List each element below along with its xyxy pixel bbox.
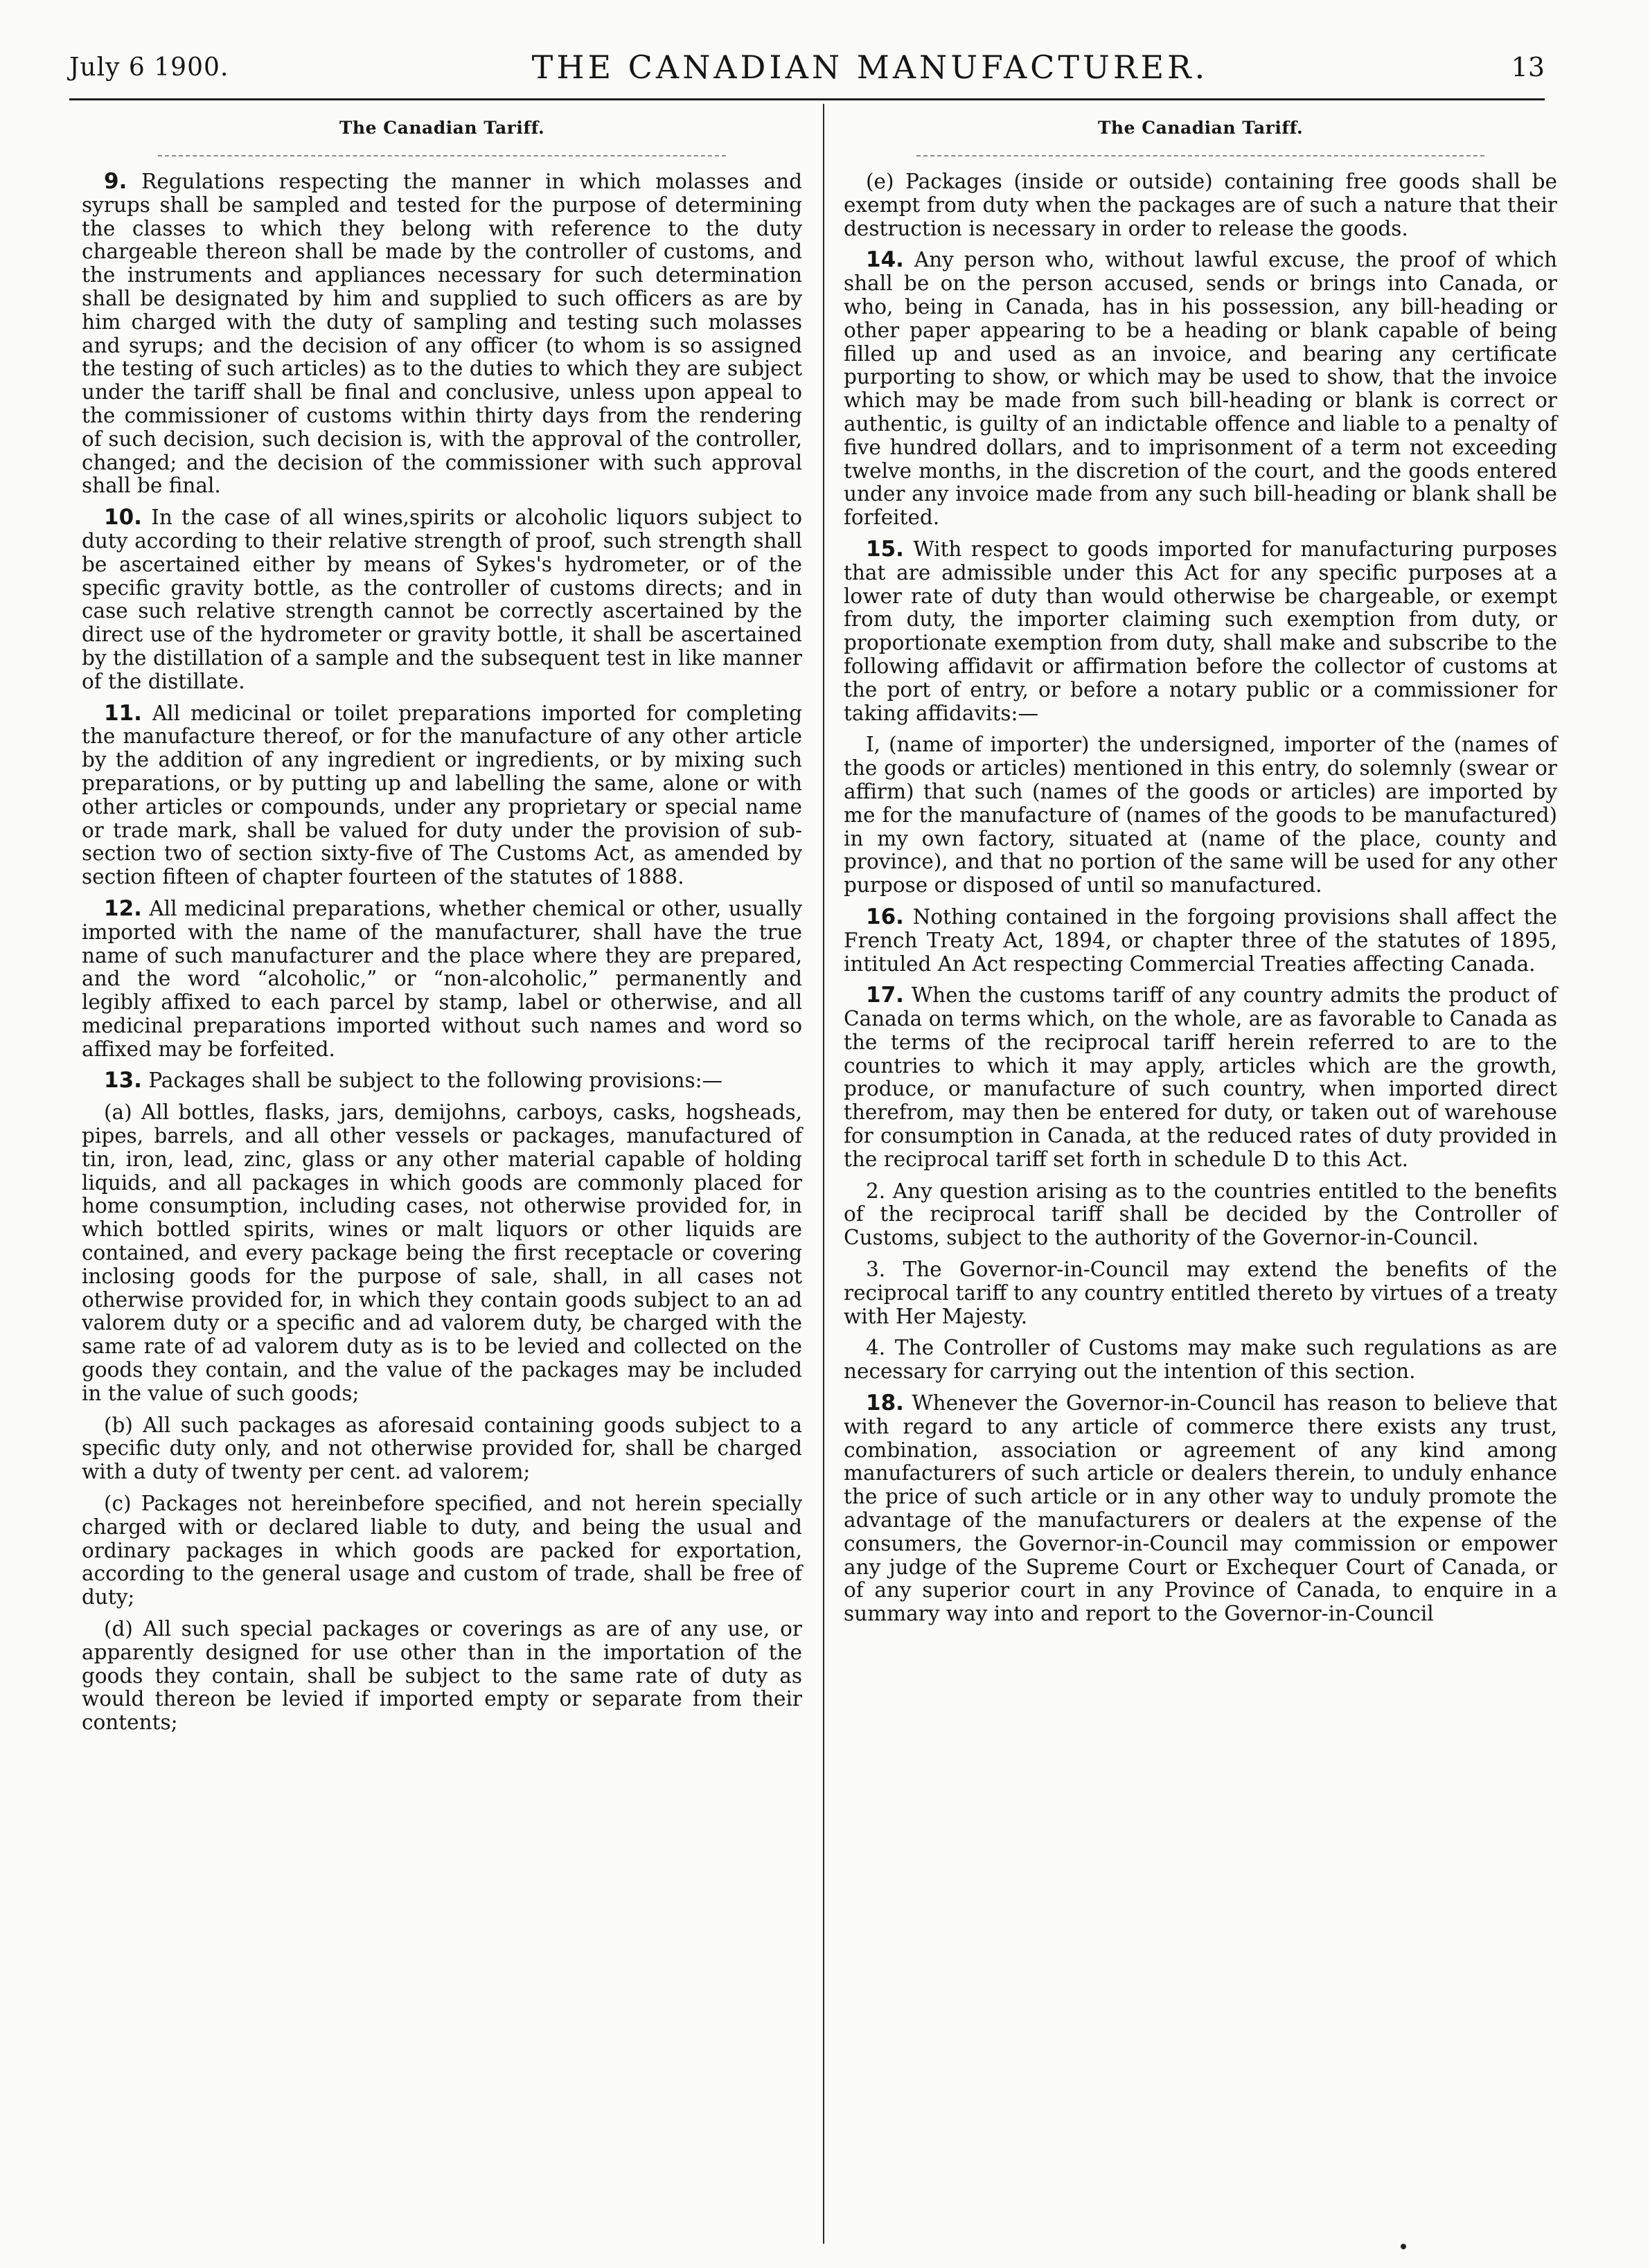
left-column-body	[82, 170, 802, 1735]
paragraph-text: Nothing contained in the forgoing provisions shall affect the French Treaty Act, 1894, or chapter three of the statutes of 1895, intituled An Act respecting Commercial Treaties affecting Canada.	[844, 904, 1557, 976]
right-heading-rule	[916, 155, 1484, 157]
paragraph	[844, 1337, 1557, 1384]
paragraph-text: (e) Packages (inside or outside) containing free goods shall be exempt from duty when the packages are of such a nature that their destruction is necessary in order to release the goods.	[844, 170, 1557, 240]
section-number: 16.	[866, 904, 904, 929]
paragraph-text: (c) Packages not hereinbefore specified, and not herein specially charged with or declared liable to duty, and being the usual and ordinary packages in which goods are packed for exportation, according to the general usage and custom of trade, shall be free of duty;	[82, 1492, 802, 1609]
paragraph-text: (d) All such special packages or coverings as are of any use, or apparently designed for use other than in the importation of the goods they contain, shall be subject to the same rate of duty as would thereon be levied if imported empty or separate from their contents;	[82, 1617, 802, 1735]
left-heading-rule	[158, 155, 726, 157]
paragraph-text: I, (name of importer) the undersigned, importer of the (names of the goods or articles) mentioned in this entry, do solemnly (swear or affirm) that such (names of the goods or articles) are imported by me for the manufacture of (names of the goods to be manufactured) in my own factory, situated at (name of the place, county and province), and that no portion of the same will be used for any other purpose or disposed of until so manufactured.	[844, 733, 1557, 898]
paragraph	[844, 538, 1557, 725]
paragraph-text: With respect to goods imported for manufacturing purposes that are admissible under this Act for any specific purposes at a lower rate of duty than would otherwise be chargeable, or exempt from duty, the importer claiming such exemption from duty, or proportionate exemption from duty, shall make and subscribe to the following affidavit or affirmation before the collector of customs at the port of entry, or before a notary public or a commissioner for taking affidavits:—	[844, 537, 1557, 725]
section-number: 14.	[866, 247, 904, 273]
paragraph-text: (a) All bottles, flasks, jars, demijohns, carboys, casks, hogsheads, pipes, barrels, and all other vessels or packages, manufactured of tin, iron, lead, zinc, glass or any other material capable of holding liquids, and all packages in which goods are commonly placed for home consumption, including cases, not otherwise provided for, in which bottled spirits, wines or malt liquors or other liquids are contained, and every package being the first receptacle or covering inclosing goods for the purpose of sale, shall, in all cases not otherwise provided for, in which they contain goods subject to an ad valorem duty or a specific and ad valorem duty, be charged with the same rate of ad valorem duty as is to be levied and collected on the goods they contain, and the value of the packages may be included in the value of such goods;	[82, 1100, 802, 1405]
paragraph-text: Regulations respecting the manner in which molasses and syrups shall be sampled and tested for the purpose of determining the classes to which they belong with reference to the duty chargeable thereon shall be made by the controller of customs, and the instruments and appliances necessary for such determination shall be designated by him and supplied to such officers as are by him charged with the duty of sampling and testing such molasses and syrups; and the decision of any officer (to whom is so assigned the testing of such articles) as to the duties to which they are subject under the tariff shall be final and conclusive, unless upon appeal to the commissioner of customs within thirty days from the rendering of such decision, such decision is, with the approval of the controller, changed; and the decision of the commissioner with such approval shall be final.	[82, 170, 802, 498]
paragraph	[844, 249, 1557, 530]
section-number: 18.	[866, 1391, 904, 1416]
header-rule	[69, 98, 1545, 100]
column-divider	[823, 104, 824, 2244]
paragraph	[82, 702, 802, 889]
paragraph-text: When the customs tariff of any country admits the product of Canada on terms which, on the whole, are as favorable to Canada as the terms of the reciprocal tariff herein referred to are to the countries to which it may apply, articles which are the growth, produce, or manufacture of such country, when imported direct therefrom, may then be entered for duty, or taken out of warehouse for consumption in Canada, at the reduced rates of duty provided in the reciprocal tariff set forth in schedule D to this Act.	[844, 983, 1557, 1171]
paragraph	[82, 1618, 802, 1735]
section-number: 12.	[104, 895, 142, 921]
paragraph	[82, 170, 802, 498]
section-number: 11.	[104, 700, 142, 726]
paragraph-text: Whenever the Governor-in-Council has reason to believe that with regard to any article of commerce there exists any trust, combination, association or agreement of any kind among manufacturers of such article or dealers therein, to unduly enhance the price of such article or in any other way to unduly promote the advantage of the manufacturers or dealers at the expense of the consumers, the Governor-in-Council may commission or empower any judge of the Supreme Court or Exchequer Court of Canada, or of any superior court in any Province of Canada, to enquire in a summary way into and report to the Governor-in-Council	[844, 1391, 1557, 1626]
right-column-heading: The Canadian Tariff.	[1097, 118, 1304, 138]
left-column	[82, 116, 802, 1743]
publication-title: THE CANADIAN MANUFACTURER.	[531, 48, 1209, 86]
section-number: 15.	[866, 536, 904, 562]
section-number: 10.	[104, 505, 142, 530]
paragraph-text: All medicinal preparations, whether chemical or other, usually imported with the name of the manufacturer, shall have the true name of such manufacturer and the place where they are prepared, and the word “alcoholic,” or “non-alcoholic,” permanently and legibly affixed to each parcel by stamp, label or otherwise, and all medicinal preparations imported without such names and word so affixed may be forfeited.	[82, 896, 802, 1061]
paragraph	[82, 1492, 802, 1609]
paragraph	[82, 1101, 802, 1405]
paragraph-text: All medicinal or toilet preparations imported for completing the manufacture thereof, or for the manufacture of any other article by the addition of any ingredient or ingredients, or by mixing such preparations, or by putting up and labelling the same, alone or with other articles or compounds, under any proprietary or special name or trade mark, shall be valued for duty under the provision of sub-section two of section sixty-five of The Customs Act, as amended by section fifteen of chapter fourteen of the statutes of 1888.	[82, 701, 802, 889]
page-number: 13	[1511, 52, 1545, 82]
paragraph-text: 4. The Controller of Customs may make such regulations as are necessary for carrying out the intention of this section.	[844, 1336, 1557, 1384]
paragraph-text: In the case of all wines,spirits or alcoholic liquors subject to duty according to their relative strength of proof, such strength shall be ascertained either by means of Sykes's hydrometer, or of the specific gravity bottle, as the controller of customs directs; and in case such relative strength cannot be correctly ascertained by the direct use of the hydrometer or gravity bottle, it shall be ascertained by the distillation of a sample and the subsequent test in like manner of the distillate.	[82, 506, 802, 693]
issue-date: July 6 1900.	[69, 53, 229, 82]
section-number: 13.	[104, 1068, 142, 1093]
paragraph	[844, 1180, 1557, 1250]
paragraph-text: Packages shall be subject to the following provisions:—	[148, 1069, 723, 1093]
right-column-body	[844, 170, 1557, 1626]
left-column-heading: The Canadian Tariff.	[339, 118, 545, 138]
paragraph	[844, 733, 1557, 898]
paragraph-text: 2. Any question arising as to the countries entitled to the benefits of the reciprocal tariff shall be decided by the Controller of Customs, subject to the authority of the Governor-in-Council.	[844, 1179, 1557, 1250]
right-column	[844, 116, 1557, 1634]
paragraph	[844, 1392, 1557, 1626]
page-header	[69, 36, 1545, 98]
paragraph	[82, 1414, 802, 1484]
paragraph-text: Any person who, without lawful excuse, the proof of which shall be on the person accused, sends or brings into Canada, or who, being in Canada, has in his possession, any bill-heading or other paper appearing to be a heading or blank capable of being filled up and used as an invoice, and bearing any certificate purporting to show, or which may be used to show, that the invoice which may be made from such bill-heading or blank is correct or authentic, is guilty of an indictable offence and liable to a penalty of five hundred dollars, and to imprisonment of a term not exceeding twelve months, in the discretion of the court, and the goods entered under any invoice made from any such bill-heading or blank shall be forfeited.	[844, 248, 1557, 530]
section-number: 9.	[104, 169, 127, 194]
paragraph-text: (b) All such packages as aforesaid containing goods subject to a specific duty only, and not otherwise provided for, shall be charged with a duty of twenty per cent. ad valorem;	[82, 1413, 802, 1484]
paragraph	[844, 1258, 1557, 1328]
paragraph	[82, 1069, 802, 1093]
page-mark	[1401, 2244, 1406, 2249]
section-number: 17.	[866, 983, 904, 1008]
paragraph	[844, 906, 1557, 976]
paragraph	[82, 895, 802, 1062]
paragraph	[844, 984, 1557, 1171]
paragraph	[844, 170, 1557, 240]
paragraph	[82, 506, 802, 693]
paragraph-text: 3. The Governor-in-Council may extend the benefits of the reciprocal tariff to any country entitled thereto by virtues of a treaty with Her Majesty.	[844, 1258, 1557, 1328]
